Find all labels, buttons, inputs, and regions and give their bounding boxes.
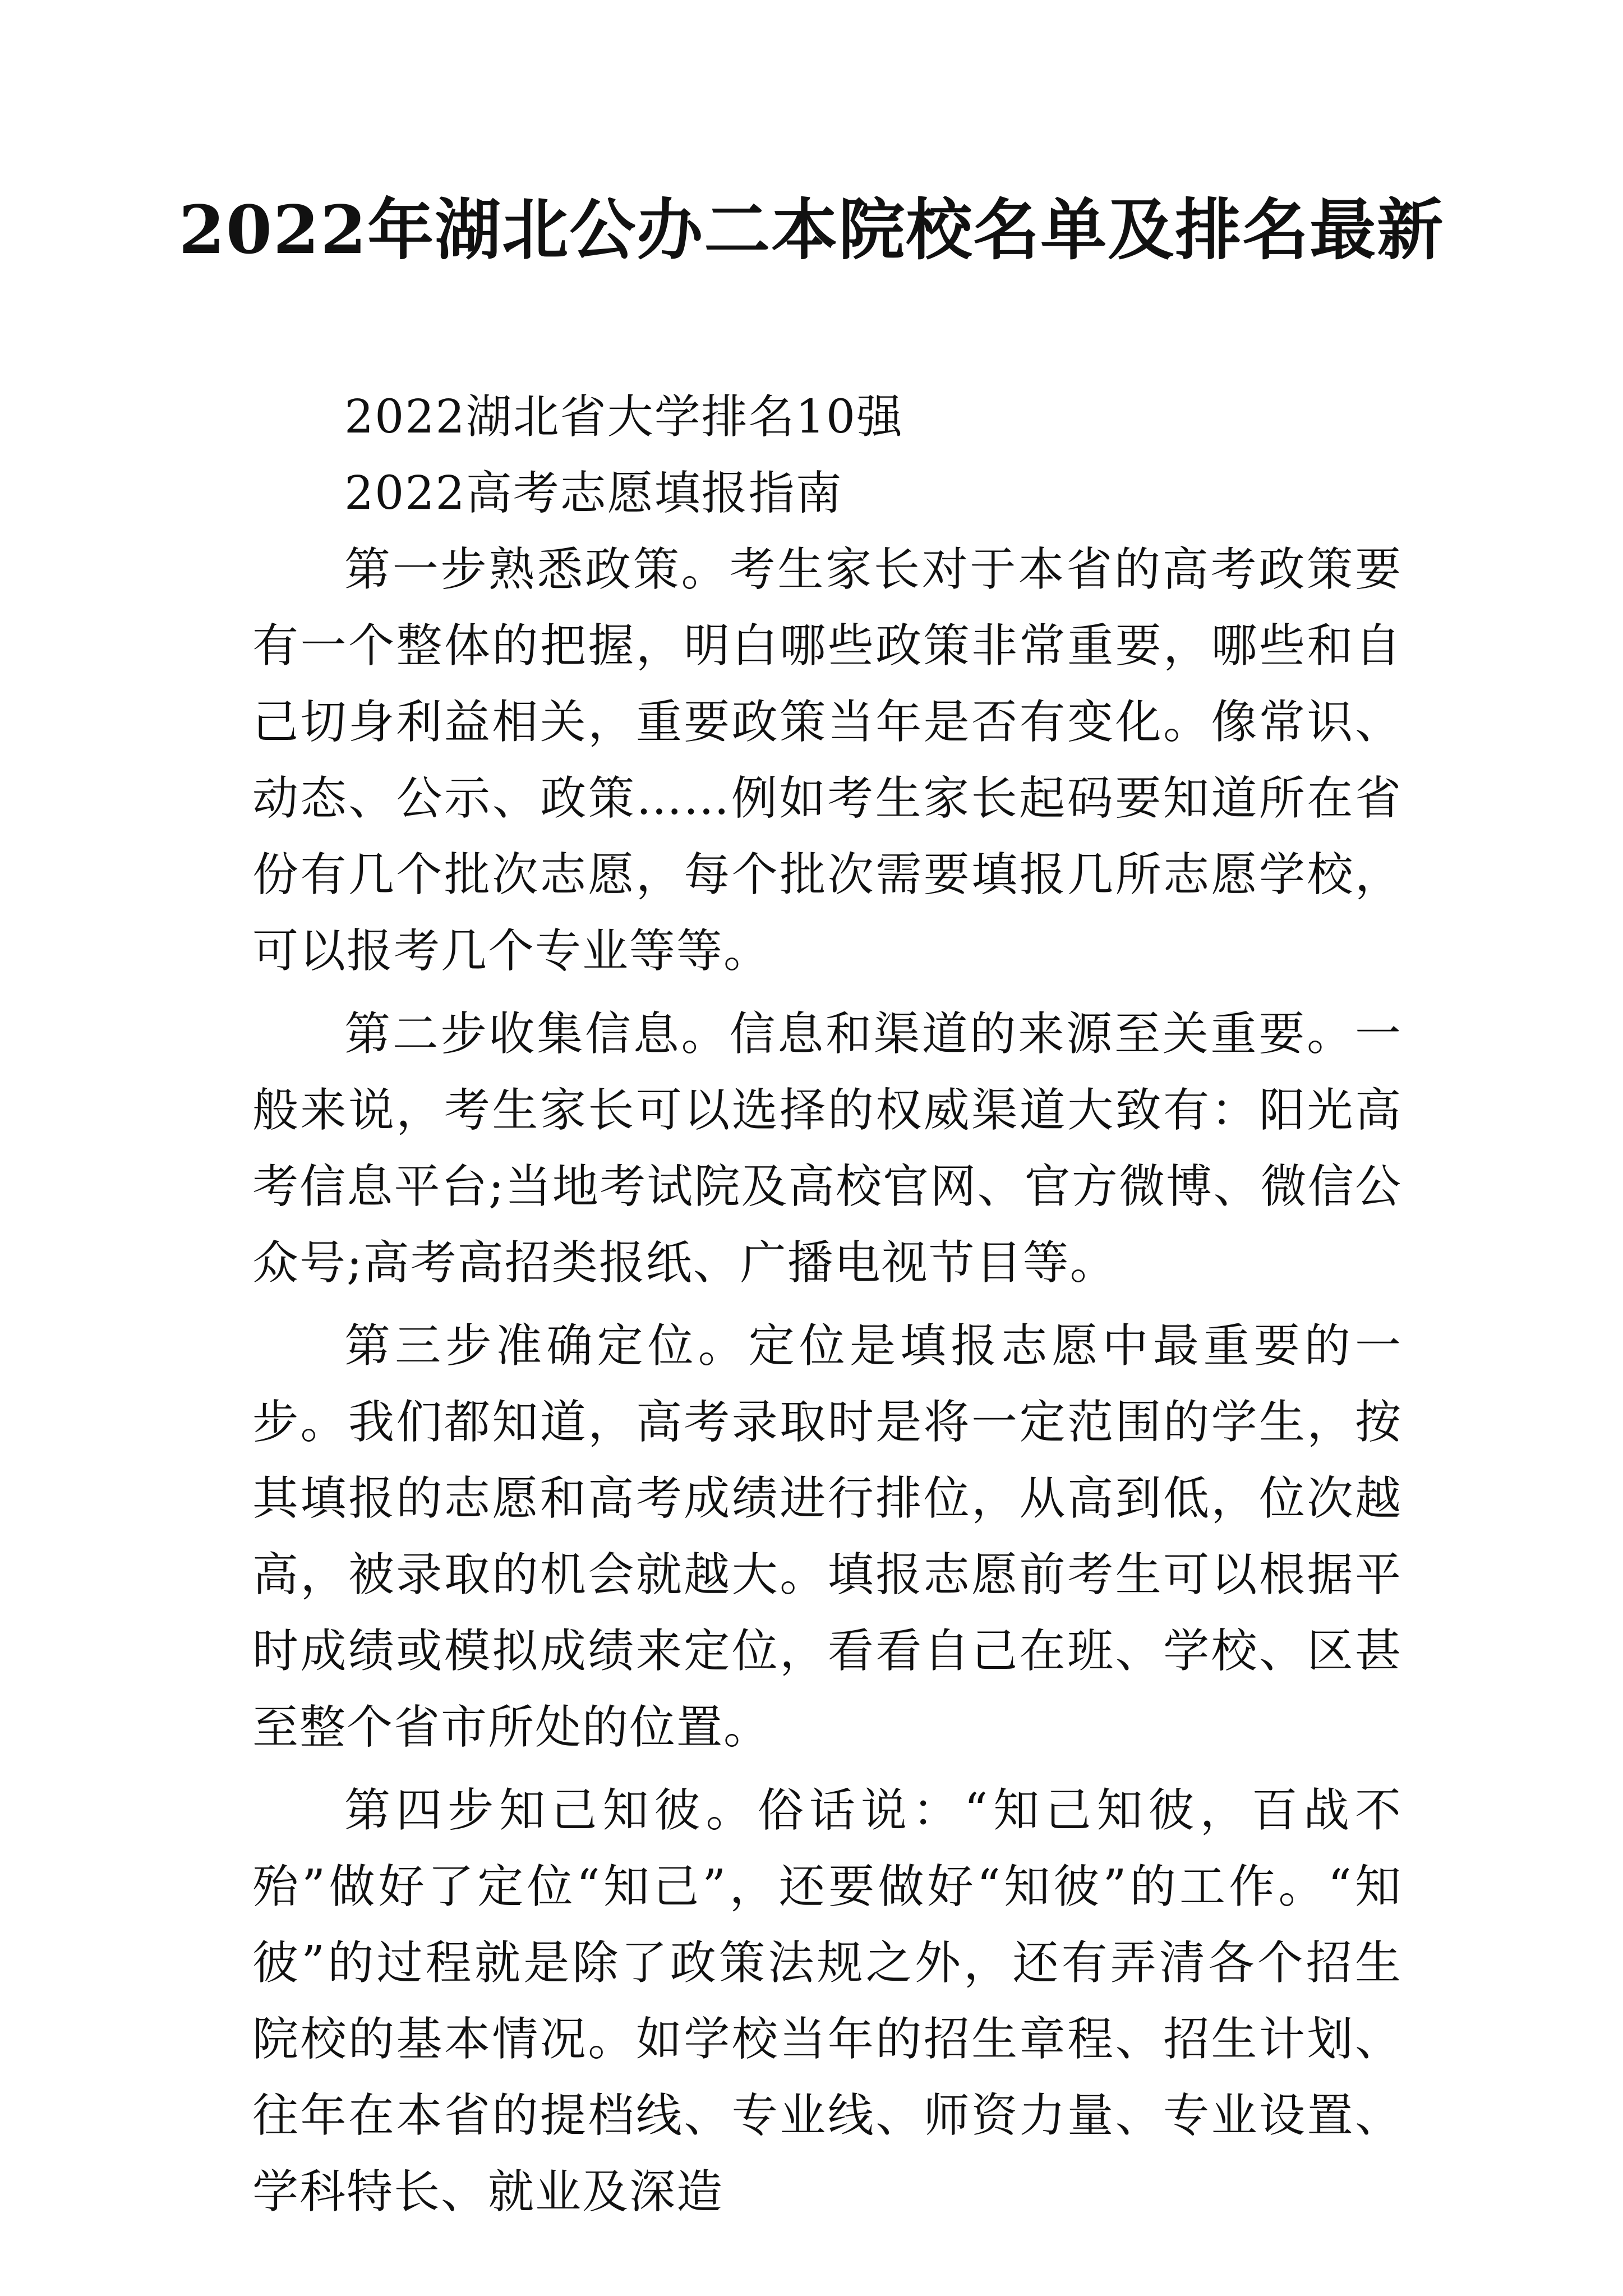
paragraph-step-four: 第四步知己知彼。俗话说：“知己知彼，百战不殆”做好了定位“知己”，还要做好“知彼”的工作。“知彼”的过程就是除了政策法规之外，还有弄清各个招生院校的基本情况。如学校当年的招生章程、招生计划、往年在本省的提档线、专业线、师资力量、专业设置、学科特长、就业及深造	[252, 1784, 1402, 2219]
paragraph-step-two: 第二步收集信息。信息和渠道的来源至关重要。一般来说，考生家长可以选择的权威渠道大致有：阳光高考信息平台;当地考试院及高校官网、官方微博、微信公众号;高考高招类报纸、广播电视节目等。	[252, 1007, 1402, 1290]
paragraph-step-one: 第一步熟悉政策。考生家长对于本省的高考政策要有一个整体的把握，明白哪些政策非常重要，哪些和自己切身利益相关，重要政策当年是否有变化。像常识、动态、公示、政策……例如考生家长起码要知道所在省份有几个批次志愿，每个批次需要填报几所志愿学校，可以报考几个专业等等。	[252, 543, 1402, 978]
paragraph-step-three: 第三步准确定位。定位是填报志愿中最重要的一步。我们都知道，高考录取时是将一定范围的学生，按其填报的志愿和高考成绩进行排位，从高到低，位次越高，被录取的机会就越大。填报志愿前考生可以根据平时成绩或模拟成绩来定位，看看自己在班、学校、区甚至整个省市所处的位置。	[252, 1319, 1402, 1754]
document-body	[252, 379, 1402, 2230]
paragraph-ranking-heading: 2022湖北省大学排名10强	[344, 390, 904, 444]
document-title: 2022年湖北公办二本院校名单及排名最新	[178, 191, 1445, 269]
paragraph-guide-heading: 2022高考志愿填报指南	[344, 467, 843, 520]
